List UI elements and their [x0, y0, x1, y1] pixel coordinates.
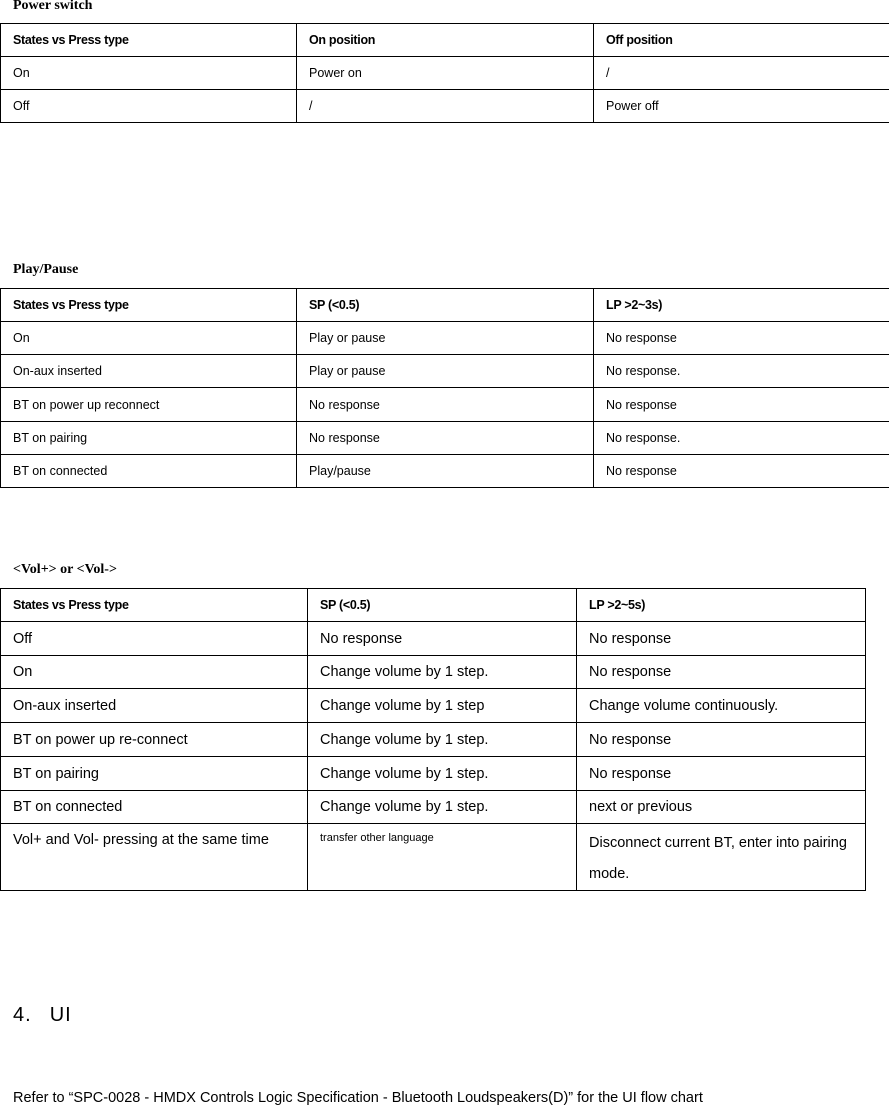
table-row: [1, 723, 866, 757]
table-cell: No response.: [594, 422, 889, 455]
table-cell: No response: [297, 388, 594, 422]
table-cell: /: [594, 57, 889, 90]
power-switch-title: Power switch: [13, 0, 93, 13]
table-cell: Change volume by 1 step.: [308, 757, 577, 791]
header-cell: States vs Press type: [1, 289, 297, 322]
header-cell: SP (<0.5): [308, 589, 577, 622]
power-switch-table: [0, 23, 889, 123]
table-cell: Off: [1, 622, 308, 656]
play-pause-title: Play/Pause: [13, 262, 79, 277]
table-cell: Change volume by 1 step.: [308, 656, 577, 689]
table-cell: No response: [594, 388, 889, 422]
header-cell: States vs Press type: [1, 589, 308, 622]
table-cell: Play/pause: [297, 455, 594, 488]
table-cell: No response: [577, 656, 866, 689]
table-row: [1, 57, 889, 90]
header-cell: SP (<0.5): [297, 289, 594, 322]
table-cell: next or previous: [577, 791, 866, 824]
header-cell: Off position: [594, 24, 889, 57]
table-cell: Play or pause: [297, 355, 594, 388]
table-cell: BT on power up re-connect: [1, 723, 308, 757]
table-cell: BT on power up reconnect: [1, 388, 297, 422]
table-cell: Change volume by 1 step.: [308, 723, 577, 757]
table-cell: No response: [577, 723, 866, 757]
table-cell: BT on connected: [1, 791, 308, 824]
table-row: [1, 355, 889, 388]
table-cell: No response: [577, 757, 866, 791]
table-cell: Disconnect current BT, enter into pairing mode.: [577, 824, 866, 891]
table-cell: Change volume by 1 step.: [308, 791, 577, 824]
table-cell: No response: [308, 622, 577, 656]
table-cell: On: [1, 322, 297, 355]
section-heading: [13, 1004, 72, 1027]
header-cell: LP >2~3s): [594, 289, 889, 322]
table-cell: No response: [297, 422, 594, 455]
table-row: [1, 689, 866, 723]
header-cell: LP >2~5s): [577, 589, 866, 622]
table-row: [1, 656, 866, 689]
table-cell: No response.: [594, 355, 889, 388]
table-cell: Play or pause: [297, 322, 594, 355]
table-row: [1, 622, 866, 656]
table-cell: Change volume by 1 step: [308, 689, 577, 723]
table-row: [1, 455, 889, 488]
table-cell: On: [1, 57, 297, 90]
table-cell: No response: [577, 622, 866, 656]
table-header-row: [1, 24, 889, 57]
table-cell: /: [297, 90, 594, 123]
table-cell: BT on pairing: [1, 757, 308, 791]
section-number: 4.: [13, 1004, 32, 1026]
table-header-row: [1, 289, 889, 322]
table-row: [1, 791, 866, 824]
volume-title: <Vol+> or <Vol->: [13, 562, 117, 577]
table-cell: Off: [1, 90, 297, 123]
table-cell: On-aux inserted: [1, 355, 297, 388]
refer-text: Refer to “SPC-0028 - HMDX Controls Logic Specification - Bluetooth Loudspeakers(D)” for the UI flow chart: [13, 1090, 703, 1106]
table-row: [1, 322, 889, 355]
section-title: UI: [49, 1004, 72, 1026]
header-cell: On position: [297, 24, 594, 57]
table-cell: Power off: [594, 90, 889, 123]
table-cell: No response: [594, 455, 889, 488]
table-cell: On-aux inserted: [1, 689, 308, 723]
volume-table: [0, 588, 866, 891]
play-pause-table: [0, 288, 889, 488]
table-row: [1, 90, 889, 123]
table-cell: BT on connected: [1, 455, 297, 488]
table-cell: transfer other language: [308, 824, 577, 891]
table-cell: Power on: [297, 57, 594, 90]
table-cell: Vol+ and Vol- pressing at the same time: [1, 824, 308, 891]
table-cell: On: [1, 656, 308, 689]
table-row: [1, 824, 866, 891]
table-cell: Change volume continuously.: [577, 689, 866, 723]
table-cell: BT on pairing: [1, 422, 297, 455]
table-row: [1, 388, 889, 422]
table-row: [1, 422, 889, 455]
table-row: [1, 757, 866, 791]
table-cell: No response: [594, 322, 889, 355]
table-header-row: [1, 589, 866, 622]
header-cell: States vs Press type: [1, 24, 297, 57]
